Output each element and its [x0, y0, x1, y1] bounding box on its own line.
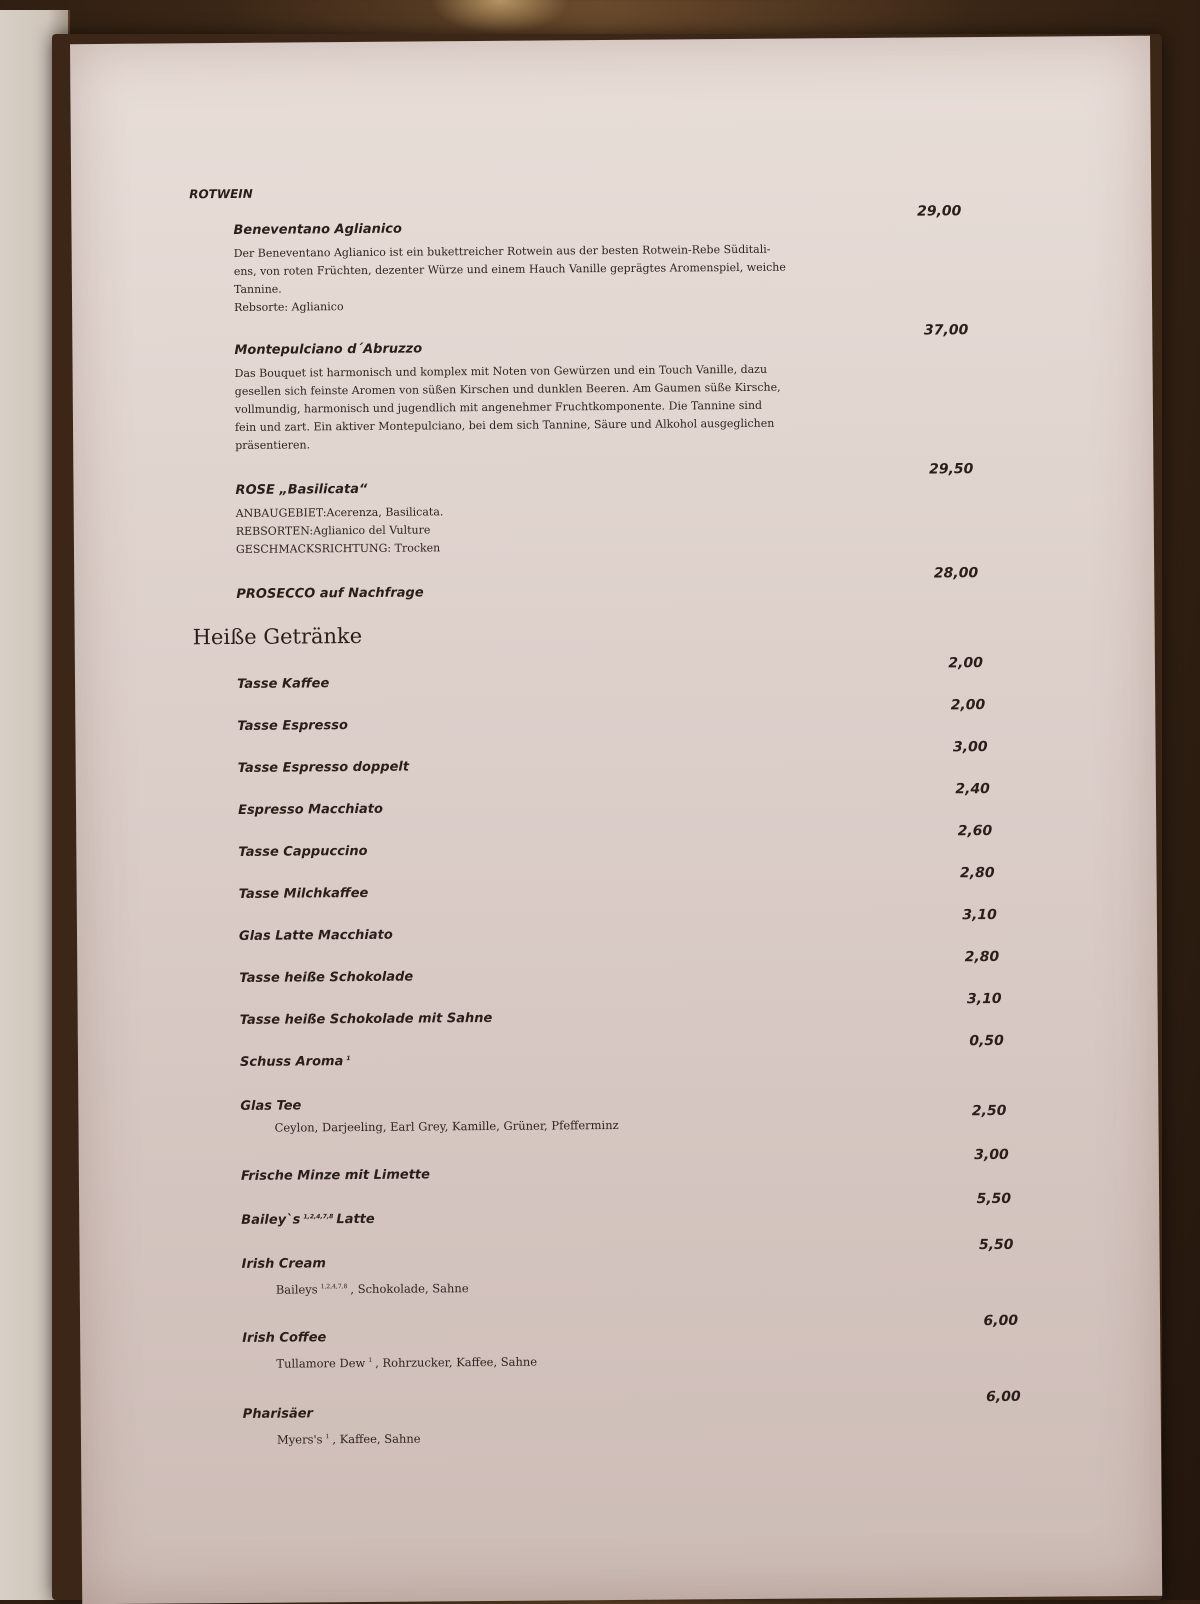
description-line: präsentieren.: [235, 438, 311, 452]
item-price: 0,50: [969, 1032, 1004, 1050]
item-name: Irish Coffee: [242, 1330, 327, 1346]
description-line: ens, von roten Früchten, dezenter Würze und einem Hauch Vanille geprägtes Aromenspiel, weiche: [233, 260, 786, 278]
item-price: 2,60: [957, 823, 993, 840]
item-description: [235, 360, 876, 455]
menu-page: [70, 36, 1162, 1604]
item-price: 3,10: [966, 990, 1002, 1008]
item-price: 5,50: [976, 1190, 1012, 1208]
menu-content: [70, 36, 1162, 1604]
item-name: ROSE „Basilicata“: [235, 481, 368, 498]
item-name: Pharisäer: [242, 1406, 314, 1422]
item-name: PROSECCO auf Nachfrage: [236, 585, 424, 602]
description-line: Das Bouquet ist harmonisch und komplex mit Noten von Gewürzen und ein Touch Vanille, dazu: [234, 362, 768, 380]
description-line: vollmundig, harmonisch und jugendlich mit angenehmer Fruchtkomponente. Die Tannine sind: [234, 398, 763, 416]
description-line: REBSORTEN:Aglianico del Vulture: [235, 523, 431, 538]
item-price: 6,00: [983, 1312, 1019, 1330]
item-subtext: [276, 1281, 469, 1297]
item-price: 2,80: [964, 948, 1000, 966]
description-line: Der Beneventano Aglianico ist ein bukettreicher Rotwein aus der besten Rotwein-Rebe Süditali-: [233, 242, 771, 260]
item-name: [240, 1054, 354, 1070]
item-name: [241, 1212, 375, 1228]
item-description: [236, 500, 876, 559]
item-price: 6,00: [986, 1388, 1021, 1406]
item-subtext-text: Myers's: [276, 1432, 323, 1447]
item-subtext-text: Baileys: [275, 1282, 318, 1297]
item-price: 5,50: [978, 1236, 1014, 1254]
item-subtext: Ceylon, Darjeeling, Earl Grey, Kamille, Grüner, Pfefferminz: [274, 1117, 619, 1135]
section-label-rotwein: ROTWEIN: [189, 186, 253, 202]
item-price: 3,10: [962, 906, 997, 924]
item-price: 3,00: [952, 739, 988, 756]
item-price: 2,80: [959, 865, 995, 882]
description-line: GESCHMACKSRICHTUNG: Trocken: [235, 541, 441, 556]
item-subtext: [277, 1432, 421, 1447]
light-glare: [430, 0, 570, 34]
item-name: Tasse Espresso doppelt: [237, 759, 410, 776]
item-name: Espresso Macchiato: [237, 801, 383, 818]
item-name: Tasse Milchkaffee: [238, 885, 369, 902]
item-name: Beneventano Aglianico: [233, 221, 402, 238]
item-description: [234, 240, 875, 317]
item-name: Tasse Cappuccino: [238, 843, 368, 860]
item-price: 2,50: [971, 1102, 1007, 1120]
item-name: Glas Tee: [240, 1098, 302, 1114]
item-name-text: Bailey`s: [241, 1212, 301, 1228]
item-name: Tasse Espresso: [237, 718, 348, 734]
item-name: Montepulciano d´Abruzzo: [234, 341, 423, 358]
item-name-text: Schuss Aroma: [239, 1054, 344, 1070]
item-name: Tasse heiße Schokolade: [239, 969, 414, 986]
item-subtext-suffix: , Rohrzucker, Kaffee, Sahne: [375, 1354, 538, 1370]
item-name: Tasse Kaffee: [236, 676, 330, 692]
description-line: Rebsorte: Aglianico: [234, 300, 344, 314]
item-price: 28,00: [933, 565, 979, 582]
description-line: fein und zart. Ein aktiver Montepulciano, bei dem sich Tannine, Säure und Alkohol ausgeglichen: [234, 416, 775, 434]
item-price: 2,00: [950, 697, 986, 714]
allergen-footnote: 1,2,4,7,8: [303, 1212, 334, 1221]
item-subtext-text: Tullamore Dew: [276, 1355, 366, 1371]
item-price: 2,00: [948, 655, 983, 672]
item-name: Tasse heiße Schokolade mit Sahne: [239, 1010, 493, 1028]
item-name-suffix: Latte: [336, 1211, 375, 1228]
item-price: 37,00: [923, 322, 969, 339]
item-subtext-suffix: , Kaffee, Sahne: [332, 1431, 421, 1447]
item-name: Glas Latte Macchiato: [238, 927, 393, 944]
description-line: ANBAUGEBIET:Acerenza, Basilicata.: [235, 505, 444, 520]
item-name: Frische Minze mit Limette: [240, 1167, 430, 1184]
item-price: 29,50: [929, 461, 974, 478]
allergen-footnote: 1,2,4,7,8: [320, 1283, 348, 1291]
item-price: 29,00: [916, 203, 962, 220]
description-line: gesellen sich feinste Aromen von süßen Kirschen und dunklen Beeren. Am Gaumen süße Kirsche,: [234, 380, 781, 398]
item-price: 3,00: [974, 1146, 1009, 1164]
item-price: 2,40: [955, 781, 990, 798]
item-subtext: [276, 1355, 537, 1371]
allergen-footnote: 1: [368, 1357, 373, 1365]
allergen-footnote: 1: [346, 1054, 351, 1062]
item-name: Irish Cream: [241, 1256, 326, 1272]
description-line: Tannine.: [233, 282, 282, 296]
allergen-footnote: 1: [325, 1433, 330, 1441]
section-heading-heisse-getraenke: Heiße Getränke: [192, 623, 363, 650]
item-subtext-suffix: , Schokolade, Sahne: [350, 1281, 469, 1297]
